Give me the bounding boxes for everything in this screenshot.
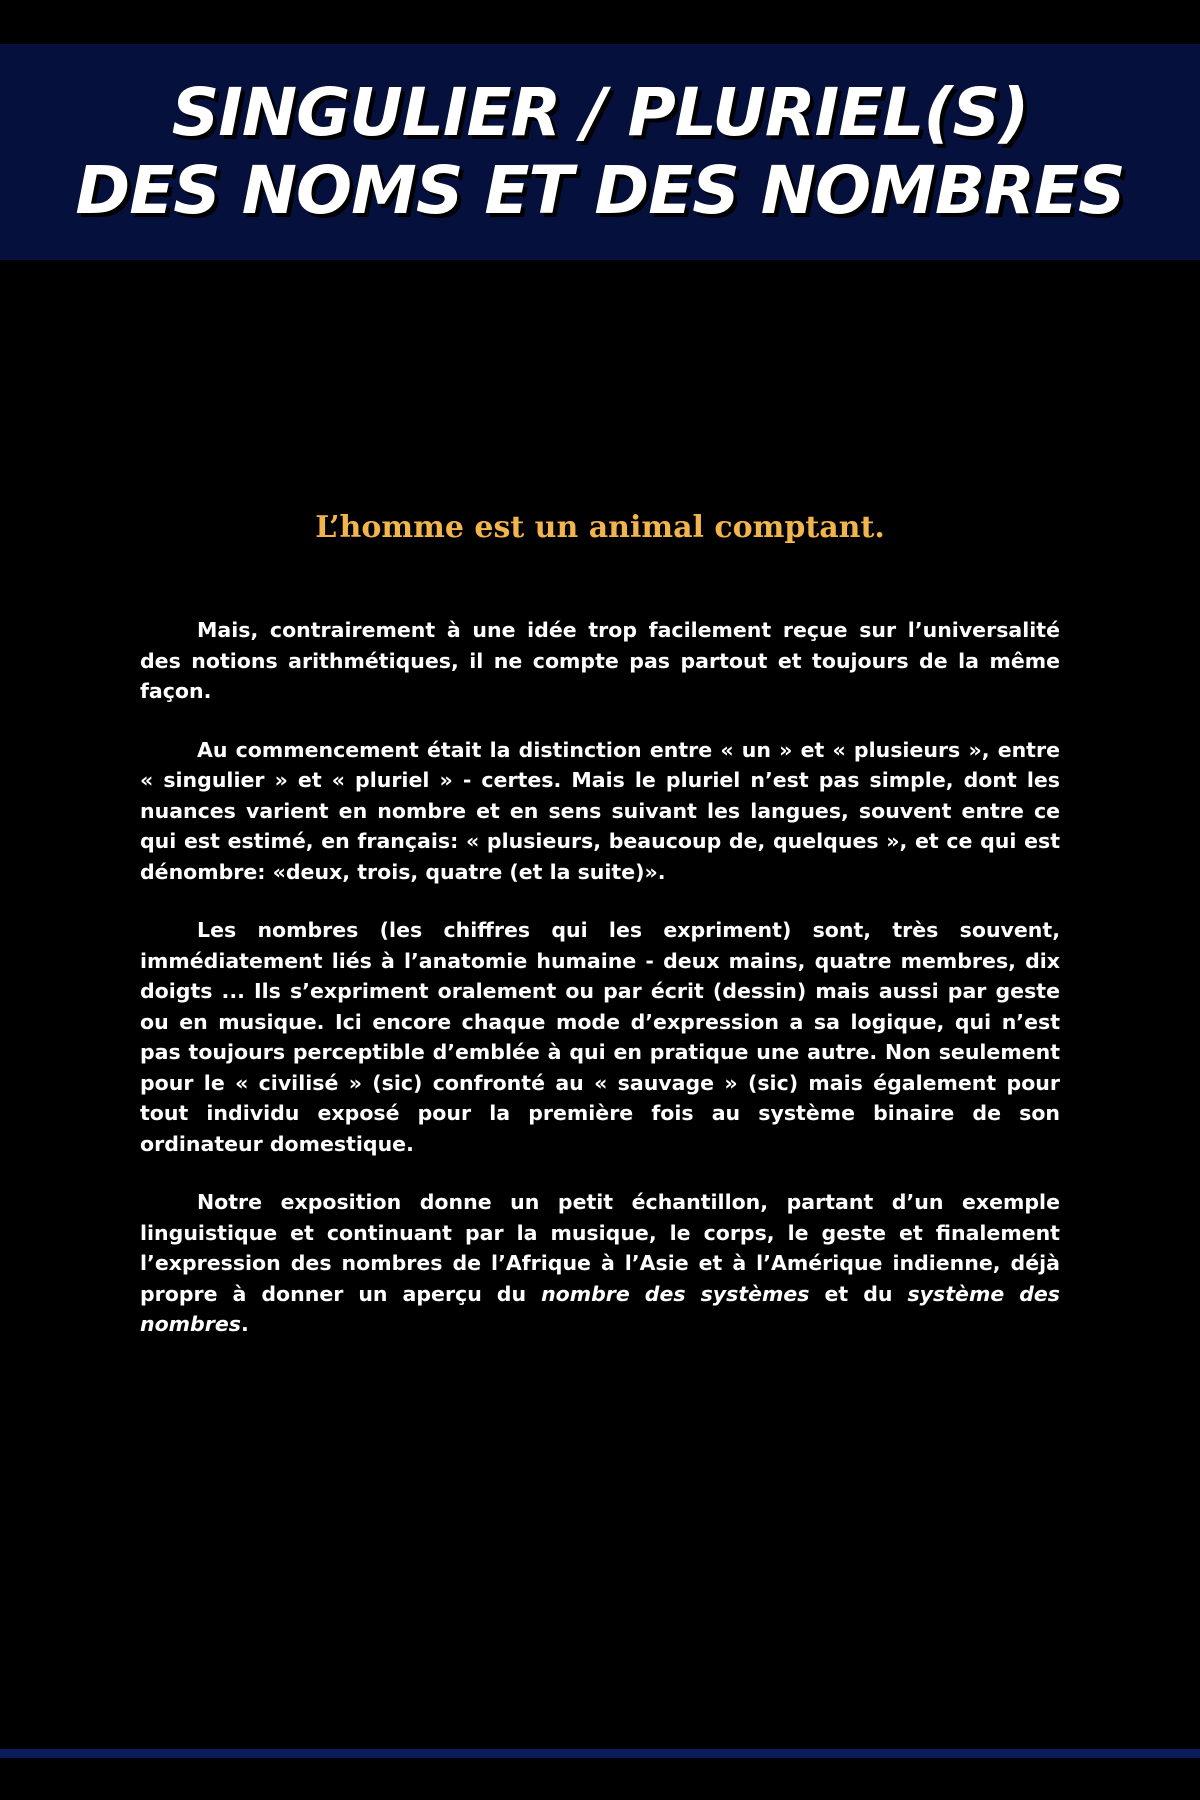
paragraph-4-text-c: . <box>240 1312 249 1336</box>
paragraph-4-italic-a: nombre des systèmes <box>541 1281 810 1306</box>
bottom-divider <box>0 1749 1200 1758</box>
paragraph-3: Les nombres (les chiffres qui les expriment) sont, très souvent, immédiatement liés à l’anatomie humaine - deux mains, quatre membres, dix doigts ... Ils s’expriment oralement ou par écrit (dessin) mais aussi par geste ou en musique. Ici encore chaque mode d’expression a sa logique, qui n’est pas toujours perceptible d’emblée à qui en pratique une autre. Non seulement pour le « civilisé » (sic) confronté au « sauvage » (sic) mais également pour tout individu exposé pour la première fois au système binaire de son ordinateur domestique. <box>140 918 1060 1156</box>
main-text <box>140 510 1060 1368</box>
paragraph-4-text-a: Notre exposition donne un petit échantillon, partant d’un exemple linguistique et continuant par la musique, le corps, le geste et finalement l’expression des nombres de l’Afrique à l’Asie et à l’Amérique indienne, déjà propre à donner un aperçu du <box>140 1190 1060 1306</box>
paragraph-2: Au commencement était la distinction entre « un » et « plusieurs », entre « singulier » et « pluriel » - certes. Mais le pluriel n’est pas simple, dont les nuances varient en nombre et en sens suivant les langues, souvent entre ce qui est estimé, en français: « plusieurs, beaucoup de, quelques », et ce qui est dénombre: «deux, trois, quatre (et la suite)». <box>140 737 1060 884</box>
paragraph-4 <box>140 1187 1060 1340</box>
title-banner <box>0 44 1200 260</box>
motto-heading: L’homme est un animal comptant. <box>315 510 885 545</box>
paragraph-4-italic-b: système des nombres <box>140 1281 1060 1336</box>
paragraph-4-text-b: et du <box>809 1281 908 1306</box>
page-title-line-1: SINGULIER / PLURIEL(S) <box>171 74 1029 151</box>
paragraph-1: Mais, contrairement à une idée trop facilement reçue sur l’universalité des notions arithmétiques, il ne compte pas partout et toujours de la même façon. <box>140 618 1060 703</box>
page-title-line-2: DES NOMS ET DES NOMBRES <box>75 152 1125 229</box>
